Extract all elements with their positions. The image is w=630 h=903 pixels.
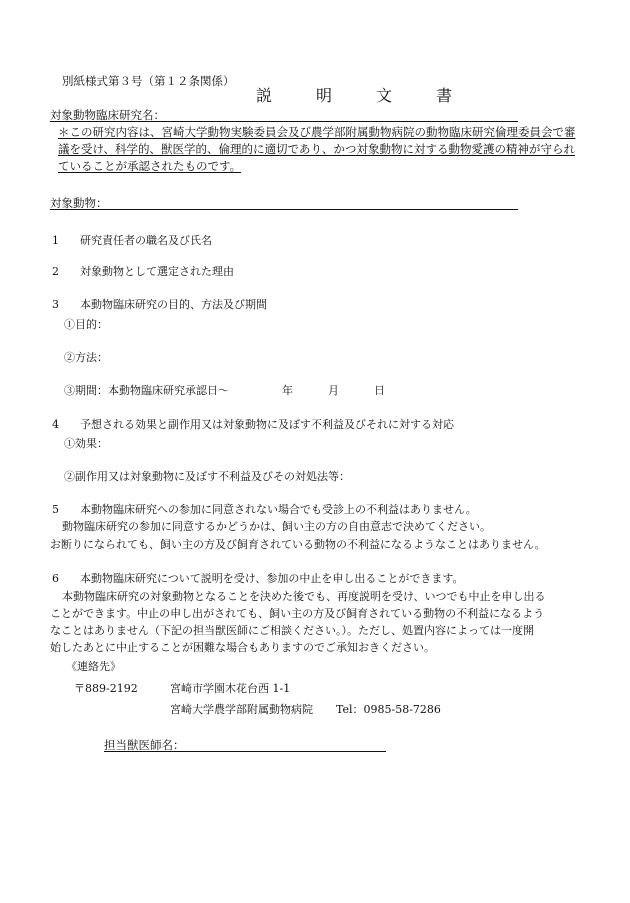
contact-tel: Tel：0985-58-7286 — [336, 703, 441, 716]
approval-notice — [58, 124, 578, 175]
section-4-heading: 予想される効果と副作用又は対象動物に及ぼす不利益及びそれに対する対応 — [80, 418, 454, 431]
section-5-number: 5 — [52, 503, 59, 516]
research-name-underline — [50, 121, 518, 122]
section-3-heading: 本動物臨床研究の目的、方法及び期間 — [80, 298, 267, 311]
section-3-period: ③期間：本動物臨床研究承認日～ — [64, 384, 229, 397]
section-5-line2: お断りになられても、飼い主の方及び飼育されている動物の不利益になるようなことはありません。 — [50, 538, 546, 551]
page-title: 説 明 文 書 — [256, 86, 467, 105]
section-3-year: 年 — [282, 384, 293, 397]
section-3-day: 日 — [374, 384, 385, 397]
section-6-body-line: 本動物臨床研究の対象動物となることを決めた後でも、再度説明を受け、いつでも中止を申し出る — [62, 590, 546, 603]
section-1-number: 1 — [52, 234, 59, 247]
contact-label: 《連絡先》 — [66, 660, 121, 673]
section-4-number: 4 — [52, 418, 59, 431]
approval-notice-line: ＊この研究内容は、宮崎大学動物実験委員会及び農学部附属動物病院の動物臨床研究倫理委員会で審 — [58, 125, 576, 139]
section-5-line1: 動物臨床研究の参加に同意するかどうかは、飼い主の方の自由意志で決めてください。 — [62, 520, 491, 533]
animal-label: 対象動物： — [50, 196, 108, 210]
section-4-effect: ①効果： — [64, 437, 108, 450]
approval-notice-line: ていることが承認されたものです。 — [58, 159, 242, 173]
contact-address: 宮崎市学園木花台西 1-1 — [170, 682, 291, 695]
section-5-heading: 本動物臨床研究への参加に同意されない場合でも受診上の不利益はありません。 — [80, 503, 477, 516]
section-2-heading: 対象動物として選定された理由 — [80, 265, 234, 278]
section-3-purpose: ①目的： — [64, 318, 108, 331]
research-name-label: 対象動物臨床研究名： — [50, 108, 165, 122]
vet-label: 担当獣医師名： — [104, 738, 185, 752]
section-2-number: 2 — [52, 265, 59, 278]
section-6-body-line: 始したあとに中止することが困難な場合もありますのでご承知おきください。 — [50, 641, 435, 654]
contact-institution: 宮崎大学農学部附属動物病院 — [170, 703, 313, 716]
section-3-number: 3 — [52, 298, 59, 311]
section-4-side-effect: ②副作用又は対象動物に及ぼす不利益及びその対処法等： — [64, 470, 350, 483]
contact-postal: 〒889-2192 — [74, 682, 138, 695]
section-6-body-line: ことができます。中止の申し出がされても、飼い主の方及び飼育されている動物の不利益になるよう — [50, 607, 545, 620]
section-6-number: 6 — [52, 572, 59, 585]
section-3-month: 月 — [328, 384, 339, 397]
section-6-heading: 本動物臨床研究について説明を受け、参加の中止を申し出ることができます。 — [80, 572, 464, 585]
section-6-body-line: なことはありません（下記の担当獣医師にご相談ください。）。ただし、処置内容によっては一度開 — [50, 624, 534, 637]
approval-notice-line: 議を受け、科学的、獣医学的、倫理的に適切であり、かつ対象動物に対する動物愛護の精神が守られ — [58, 142, 576, 156]
section-1-heading: 研究責任者の職名及び氏名 — [80, 234, 212, 247]
animal-underline — [50, 209, 518, 210]
form-header: 別紙様式第３号（第１２条関係） — [62, 74, 235, 88]
section-3-method: ②方法： — [64, 351, 108, 364]
vet-underline — [104, 751, 386, 752]
